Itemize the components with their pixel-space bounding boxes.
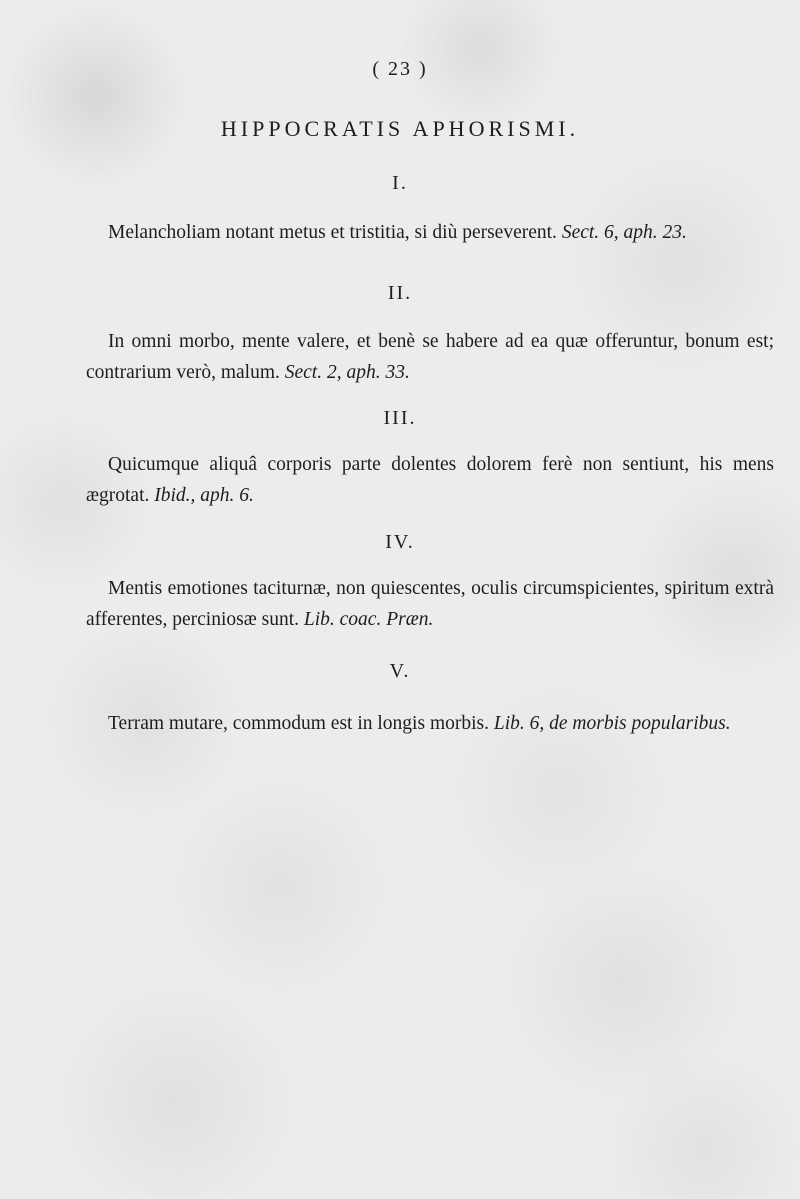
aphorism-2-reference: Sect. 2, aph. 33. bbox=[284, 362, 410, 383]
aphorism-numeral-1: I. bbox=[392, 172, 408, 194]
aphorism-4-reference: Lib. coac. Præn. bbox=[303, 609, 434, 630]
aphorism-4 bbox=[86, 573, 774, 635]
aphorism-1 bbox=[86, 217, 774, 248]
page-number: ( 23 ) bbox=[372, 58, 428, 80]
aphorism-2 bbox=[86, 326, 774, 388]
aphorism-numeral-2: II. bbox=[387, 282, 413, 304]
aphorism-5-text: Terram mutare, commodum est in longis morbis. bbox=[108, 713, 489, 734]
aphorism-3 bbox=[86, 449, 774, 511]
aphorism-numeral-3: III. bbox=[383, 407, 417, 429]
page-title: HIPPOCRATIS APHORISMI. bbox=[220, 116, 580, 141]
aphorism-5 bbox=[86, 708, 774, 739]
aphorism-1-text: Melancholiam notant metus et tristitia, si diù perseverent. bbox=[108, 222, 557, 243]
aphorism-2-text: In omni morbo, mente valere, et benè se habere ad ea quæ offeruntur, bonum est; contrarium verò, malum. bbox=[86, 331, 774, 383]
aphorism-3-reference: Ibid., aph. 6. bbox=[154, 485, 254, 506]
aphorism-numeral-4: IV. bbox=[385, 531, 415, 553]
aphorism-4-text: Mentis emotiones taciturnæ, non quiescentes, oculis circumspicientes, spiritum extrà afferentes, perciniosæ sunt. bbox=[86, 578, 774, 630]
aphorism-1-reference: Sect. 6, aph. 23. bbox=[561, 222, 687, 243]
aphorism-3-text: Quicumque aliquâ corporis parte dolentes dolorem ferè non sentiunt, his mens ægrotat. bbox=[86, 454, 774, 506]
aphorism-5-reference: Lib. 6, de morbis popularibus. bbox=[493, 713, 731, 734]
aphorism-numeral-5: V. bbox=[389, 660, 411, 682]
